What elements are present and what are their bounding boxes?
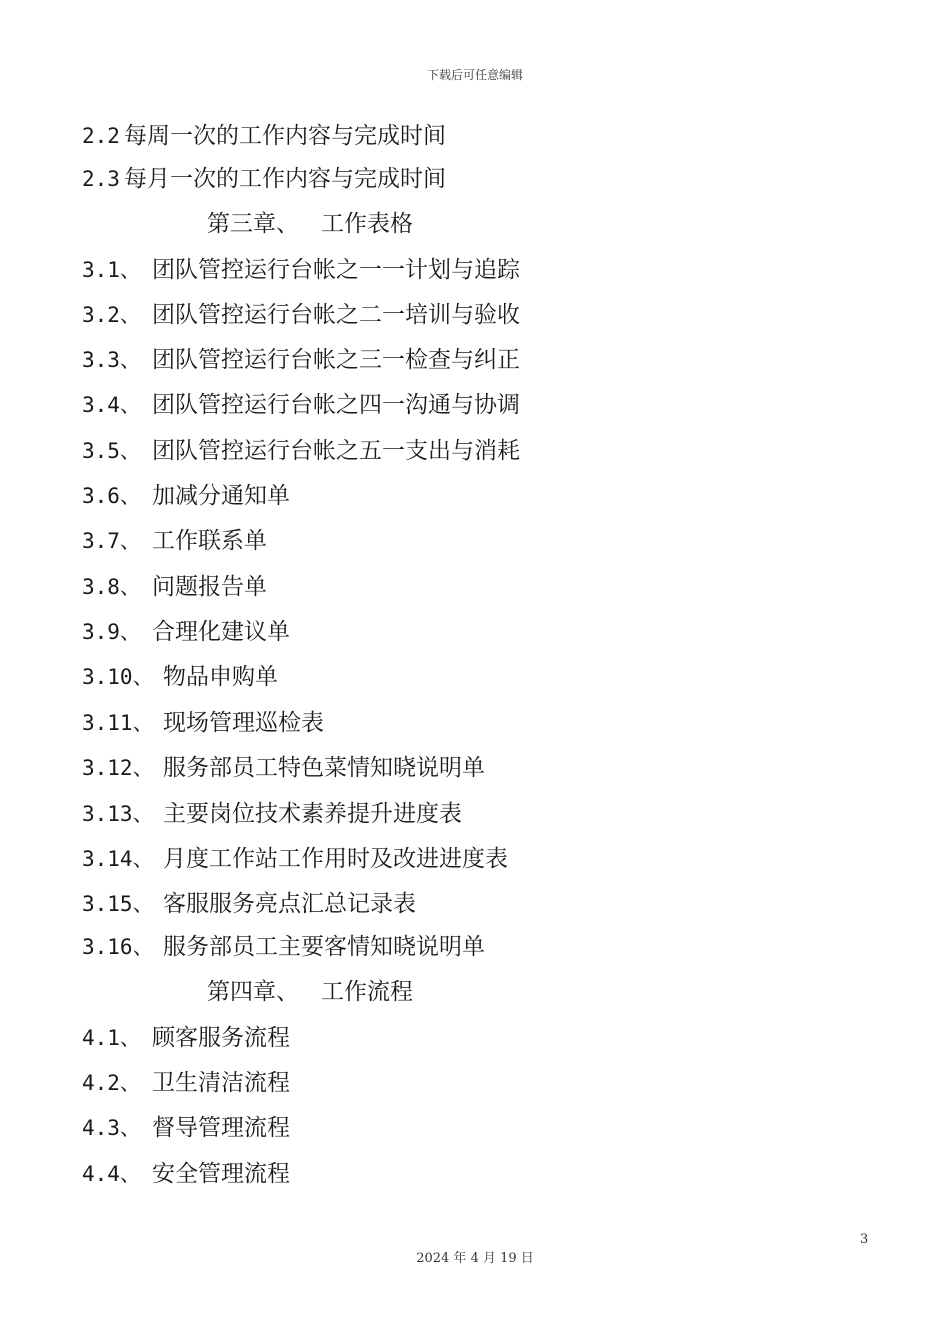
- toc-entry-3-2: [82, 300, 520, 330]
- footer-date: 2024 年 4 月 19 日: [416, 1251, 534, 1266]
- toc-entry-3-11: [82, 708, 324, 738]
- toc-entry-3-5: [82, 436, 520, 466]
- toc-title: 物品申购单: [163, 664, 278, 690]
- toc-number: 3.14、: [82, 847, 154, 871]
- toc-entry-4-1: [82, 1023, 290, 1053]
- toc-title: 团队管控运行台帐之五一支出与消耗: [152, 438, 520, 464]
- toc-entry-3-13: [82, 799, 462, 829]
- toc-number: 3.12、: [82, 756, 154, 780]
- toc-number: 3.6、: [82, 484, 141, 508]
- toc-number: 3.8、: [82, 575, 141, 599]
- toc-title: 客服服务亮点汇总记录表: [163, 891, 416, 917]
- toc-entry-3-12: [82, 753, 485, 783]
- toc-number: 4.2、: [82, 1071, 141, 1095]
- toc-entry-4-2: [82, 1068, 290, 1098]
- toc-entry-3-6: [82, 481, 290, 511]
- page-number: 3: [860, 1232, 869, 1247]
- toc-title: 加减分通知单: [152, 483, 290, 509]
- toc-number: 4.4、: [82, 1162, 141, 1186]
- toc-number: 2.3: [82, 167, 120, 191]
- toc-title: 团队管控运行台帐之二一培训与验收: [152, 302, 520, 328]
- toc-number: 3.2、: [82, 303, 141, 327]
- toc-title: 卫生清洁流程: [152, 1070, 290, 1096]
- toc-title: 督导管理流程: [152, 1115, 290, 1141]
- toc-entry-4-4: [82, 1159, 290, 1189]
- toc-title: 顾客服务流程: [152, 1025, 290, 1051]
- toc-number: 3.16、: [82, 935, 154, 959]
- toc-number: 2.2: [82, 124, 120, 148]
- toc-number: 3.10、: [82, 665, 154, 689]
- toc-entry-3-8: [82, 572, 267, 602]
- chapter-label: 第三章、: [207, 211, 299, 237]
- toc-entry-2-2: [82, 121, 446, 151]
- page-header: 下载后可任意编辑: [426, 68, 523, 82]
- toc-title: 月度工作站工作用时及改进进度表: [163, 846, 508, 872]
- toc-title: 现场管理巡检表: [163, 710, 324, 736]
- toc-entry-3-14: [82, 844, 508, 874]
- toc-number: 3.7、: [82, 529, 141, 553]
- toc-title: 每月一次的工作内容与完成时间: [123, 166, 446, 192]
- toc-entry-3-9: [82, 617, 290, 647]
- chapter-label: 第四章、: [207, 979, 299, 1005]
- toc-title: 主要岗位技术素养提升进度表: [163, 801, 462, 827]
- toc-number: 4.1、: [82, 1026, 141, 1050]
- toc-number: 3.1、: [82, 258, 141, 282]
- toc-title: 合理化建议单: [152, 619, 290, 645]
- toc-title: 团队管控运行台帐之三一检查与纠正: [152, 347, 520, 373]
- toc-number: 3.9、: [82, 620, 141, 644]
- toc-entry-3-15: [82, 889, 416, 919]
- toc-entry-4-3: [82, 1113, 290, 1143]
- toc-entry-3-16: [82, 932, 485, 962]
- toc-title: 团队管控运行台帐之一一计划与追踪: [152, 257, 520, 283]
- toc-title: 每周一次的工作内容与完成时间: [123, 123, 446, 149]
- toc-number: 3.4、: [82, 393, 141, 417]
- toc-entry-3-3: [82, 345, 520, 375]
- toc-number: 3.5、: [82, 439, 141, 463]
- chapter-heading-4: [207, 977, 413, 1007]
- toc-entry-3-7: [82, 526, 267, 556]
- chapter-heading-3: [207, 209, 413, 239]
- toc-entry-3-1: [82, 255, 520, 285]
- toc-number: 3.3、: [82, 348, 141, 372]
- toc-title: 服务部员工主要客情知晓说明单: [163, 934, 485, 960]
- chapter-title: 工作表格: [321, 211, 413, 237]
- toc-entry-2-3: [82, 164, 446, 194]
- toc-number: 3.11、: [82, 711, 154, 735]
- toc-title: 团队管控运行台帐之四一沟通与协调: [152, 392, 520, 418]
- toc-number: 4.3、: [82, 1116, 141, 1140]
- toc-title: 安全管理流程: [152, 1161, 290, 1187]
- toc-title: 问题报告单: [152, 574, 267, 600]
- toc-number: 3.15、: [82, 892, 154, 916]
- toc-entry-3-10: [82, 662, 278, 692]
- chapter-title: 工作流程: [321, 979, 413, 1005]
- toc-title: 工作联系单: [152, 528, 267, 554]
- toc-title: 服务部员工特色菜情知晓说明单: [163, 755, 485, 781]
- toc-entry-3-4: [82, 390, 520, 420]
- toc-number: 3.13、: [82, 802, 154, 826]
